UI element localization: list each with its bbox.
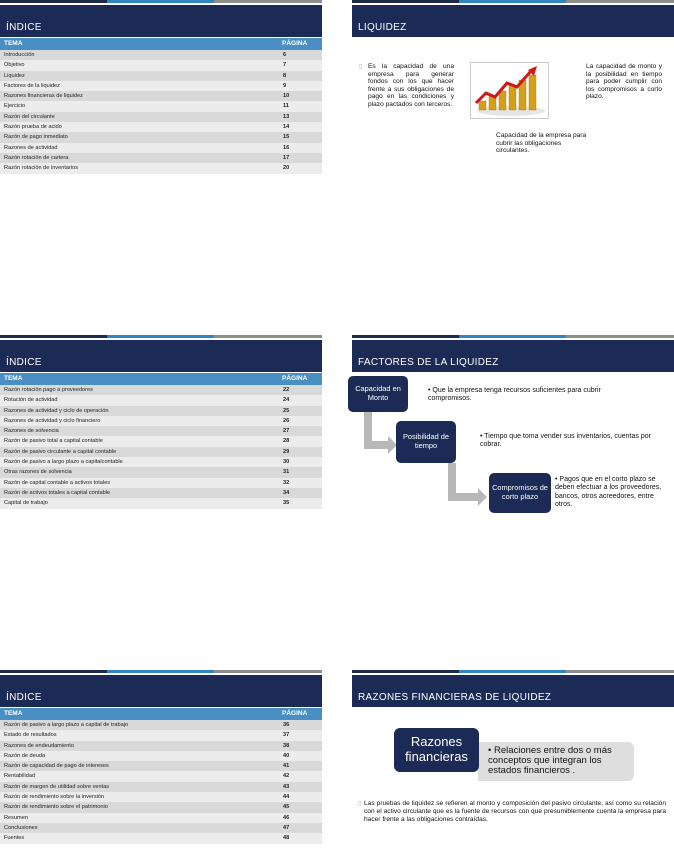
- index-table: [0, 373, 322, 509]
- row-pagina: 29: [283, 448, 290, 455]
- table-row: [0, 436, 322, 446]
- liquidez-pruebas-paragraph: Las pruebas de liquidez se refieren al monto y composición del pasivo circulante, así como su relación con el activo circulante que es la fuente de recursos con que presumiblemente cuenta la empresa para hacer frente a las obligaciones contraídas.: [364, 800, 666, 824]
- row-pagina: 41: [283, 763, 290, 770]
- table-row: [0, 81, 322, 91]
- row-tema: Fuentes: [4, 835, 25, 842]
- row-pagina: 17: [283, 154, 290, 161]
- slide-header: [352, 5, 674, 37]
- row-pagina: 15: [283, 134, 290, 141]
- row-tema: Razón de pasivo total a capital contable: [4, 438, 103, 445]
- table-row: [0, 71, 322, 81]
- row-tema: Razón de capacidad de pago de intereses: [4, 763, 109, 770]
- factor-box-compromisos: Compromisos de corto plazo: [489, 473, 551, 513]
- row-tema: Objetivo: [4, 62, 25, 69]
- factor-text-monto: • Que la empresa tenga recursos suficientes para cubrir compromisos.: [428, 387, 601, 403]
- col-tema-header: TEMA: [4, 40, 23, 47]
- row-tema: Razón del circulante: [4, 113, 55, 120]
- row-tema: Conclusiones: [4, 824, 38, 831]
- slide-liquidez: [352, 0, 674, 180]
- slide-header: [0, 340, 322, 372]
- row-pagina: 38: [283, 742, 290, 749]
- table-header: [0, 38, 322, 50]
- slide-topbar: [0, 0, 322, 3]
- bullet-icon: ▯: [359, 64, 363, 70]
- slide-title: RAZONES FINANCIERAS DE LIQUIDEZ: [358, 692, 552, 703]
- slide-title: ÍNDICE: [6, 357, 42, 368]
- row-pagina: 32: [283, 479, 290, 486]
- row-tema: Razón de capital contable a activos totales: [4, 479, 111, 486]
- table-row: [0, 751, 322, 761]
- table-row: [0, 132, 322, 142]
- slide-indice-1: [0, 0, 322, 180]
- row-tema: Resumen: [4, 814, 28, 821]
- row-tema: Introducción: [4, 52, 35, 58]
- growth-chart-image: [470, 62, 549, 119]
- factor-text-tiempo: • Tiempo que toma vender sus inventarios, cuentas por cobrar.: [480, 433, 651, 449]
- row-pagina: 37: [283, 732, 290, 739]
- slide-title: FACTORES DE LA LIQUIDEZ: [358, 357, 499, 368]
- row-pagina: 30: [283, 459, 290, 466]
- row-pagina: 16: [283, 144, 290, 151]
- index-table: [0, 38, 322, 174]
- row-tema: Rotación de actividad: [4, 397, 58, 404]
- bullet-icon: ▯: [358, 801, 362, 807]
- row-pagina: 46: [283, 814, 290, 821]
- table-row: [0, 143, 322, 153]
- row-pagina: 48: [283, 835, 290, 842]
- row-pagina: 6: [283, 52, 287, 58]
- slide-razones: [352, 670, 674, 850]
- row-pagina: 31: [283, 469, 290, 476]
- factor-text-compromisos: • Pagos que en el corto plazo se deben efectuar a los proveedores, bancos, otros acreedores, entre otros.: [555, 476, 662, 509]
- row-pagina: 25: [283, 407, 290, 414]
- arrow-head-icon: [478, 488, 487, 506]
- col-pagina-header: PÁGINA: [282, 40, 308, 47]
- table-row: [0, 122, 322, 132]
- razones-definition-panel: [478, 742, 634, 781]
- table-row: [0, 498, 322, 508]
- row-pagina: 26: [283, 417, 290, 424]
- table-row: [0, 153, 322, 163]
- row-pagina: 24: [283, 397, 290, 404]
- row-pagina: 35: [283, 500, 290, 507]
- row-pagina: 9: [283, 82, 287, 89]
- row-tema: Razones de actividad: [4, 144, 58, 151]
- row-pagina: 11: [283, 103, 289, 110]
- slide-topbar: [0, 670, 322, 673]
- table-row: [0, 488, 322, 498]
- image-caption: Capacidad de la empresa para cubrir las obligaciones circulantes.: [496, 132, 587, 155]
- row-tema: Razón de margen de utilidad sobre ventas: [4, 783, 110, 790]
- table-row: [0, 416, 322, 426]
- table-row: [0, 730, 322, 740]
- table-header: [0, 373, 322, 385]
- table-row: [0, 467, 322, 477]
- table-row: [0, 741, 322, 751]
- row-tema: Razones de solvencia: [4, 428, 59, 435]
- slide-title: LIQUIDEZ: [358, 22, 407, 33]
- factor-box-monto: Capacidad en Monto: [348, 376, 408, 412]
- slide-topbar: [352, 670, 674, 673]
- table-row: [0, 802, 322, 812]
- factor-box-tiempo: Posibilidad de tiempo: [396, 421, 456, 463]
- row-pagina: 47: [283, 824, 290, 831]
- row-pagina: 45: [283, 804, 290, 811]
- table-row: [0, 91, 322, 101]
- table-row: [0, 163, 322, 173]
- row-tema: Liquidez: [4, 72, 25, 79]
- row-pagina: 43: [283, 783, 290, 790]
- razones-definition: • Relaciones entre dos o más conceptos que integran los estados financieros .: [488, 745, 612, 776]
- row-tema: Razón de pasivo a largo plazo a capital de trabajo: [4, 722, 129, 728]
- table-row: [0, 782, 322, 792]
- row-tema: Razones de endeudamiento: [4, 742, 74, 749]
- table-row: [0, 50, 322, 60]
- table-row: [0, 823, 322, 833]
- row-tema: Factores de la liquidez: [4, 82, 60, 89]
- row-tema: Razón rotación pago a proveedores: [4, 387, 93, 393]
- row-pagina: 28: [283, 438, 290, 445]
- index-table: [0, 708, 322, 844]
- table-row: [0, 101, 322, 111]
- flow-arrow: [364, 441, 390, 449]
- table-row: [0, 833, 322, 843]
- row-pagina: 36: [283, 722, 290, 728]
- slide-header: [0, 675, 322, 707]
- slide-title: ÍNDICE: [6, 22, 42, 33]
- slide-factores: [352, 335, 674, 515]
- row-pagina: 34: [283, 489, 290, 496]
- liquidez-definition: Es la capacidad de una empresa para generar fondos con los que hacer frente a sus obligaciones de pago en las condiciones y plazo pactados con terceros.: [368, 63, 454, 108]
- slide-header: [352, 675, 674, 707]
- col-pagina-header: PÁGINA: [282, 375, 308, 382]
- table-row: [0, 426, 322, 436]
- slide-topbar: [352, 0, 674, 3]
- row-tema: Razón de rendimiento sobre el patrimonio: [4, 804, 108, 811]
- table-row: [0, 60, 322, 70]
- row-tema: Razón de pago inmediato: [4, 134, 68, 141]
- slide-header: [0, 5, 322, 37]
- table-row: [0, 457, 322, 467]
- table-row: [0, 813, 322, 823]
- row-tema: Razones de actividad y ciclo financiero: [4, 417, 101, 424]
- table-row: [0, 771, 322, 781]
- flow-arrow: [448, 493, 480, 501]
- table-header: [0, 708, 322, 720]
- row-pagina: 8: [283, 72, 287, 79]
- liquidez-capacity-text: La capacidad de monto y la posibilidad en tiempo para poder cumplir con los compromisos a corto plazo.: [586, 63, 662, 101]
- table-row: [0, 385, 322, 395]
- row-tema: Razón de activos totales a capital contable: [4, 489, 111, 496]
- slide-title: ÍNDICE: [6, 692, 42, 703]
- table-row: [0, 395, 322, 405]
- table-row: [0, 792, 322, 802]
- row-tema: Razón de pasivo circulante a capital contable: [4, 448, 117, 455]
- slide-topbar: [0, 335, 322, 338]
- row-tema: Ejercicio: [4, 103, 26, 110]
- row-tema: Rentabilidad: [4, 773, 36, 780]
- slide-indice-2: [0, 335, 322, 515]
- slide-header: [352, 340, 674, 372]
- row-tema: Razón de rendimiento sobre la inversión: [4, 794, 105, 801]
- row-tema: Razón de pasivo a largo plazo a capitalcontable: [4, 459, 123, 466]
- table-row: [0, 447, 322, 457]
- slide-indice-3: [0, 670, 322, 850]
- row-pagina: 44: [283, 794, 290, 801]
- row-pagina: 14: [283, 124, 290, 131]
- row-tema: Razón de deuda: [4, 752, 46, 759]
- table-row: [0, 478, 322, 488]
- row-pagina: 20: [283, 165, 290, 172]
- razones-box: Razones financieras: [394, 728, 479, 772]
- row-tema: Razones de actividad y ciclo de operación: [4, 407, 109, 414]
- row-pagina: 10: [283, 93, 290, 100]
- row-pagina: 13: [283, 113, 290, 120]
- row-pagina: 42: [283, 773, 290, 780]
- row-pagina: 22: [283, 387, 290, 393]
- table-row: [0, 112, 322, 122]
- col-pagina-header: PÁGINA: [282, 710, 308, 717]
- row-pagina: 27: [283, 428, 290, 435]
- row-tema: Razón rotación de cartera: [4, 154, 69, 161]
- col-tema-header: TEMA: [4, 375, 23, 382]
- row-tema: Otras razones de solvencia: [4, 469, 72, 476]
- row-tema: Capital de trabajo: [4, 500, 48, 507]
- row-tema: Razón prueba de acido: [4, 124, 62, 131]
- row-tema: Razón rotación de inventarios: [4, 165, 79, 172]
- row-pagina: 40: [283, 752, 290, 759]
- slide-topbar: [352, 335, 674, 338]
- row-pagina: 7: [283, 62, 287, 69]
- row-tema: Estado de resultados: [4, 732, 57, 739]
- table-row: [0, 720, 322, 730]
- table-row: [0, 406, 322, 416]
- table-row: [0, 761, 322, 771]
- row-tema: Razones financieras de liquidez: [4, 93, 83, 100]
- col-tema-header: TEMA: [4, 710, 23, 717]
